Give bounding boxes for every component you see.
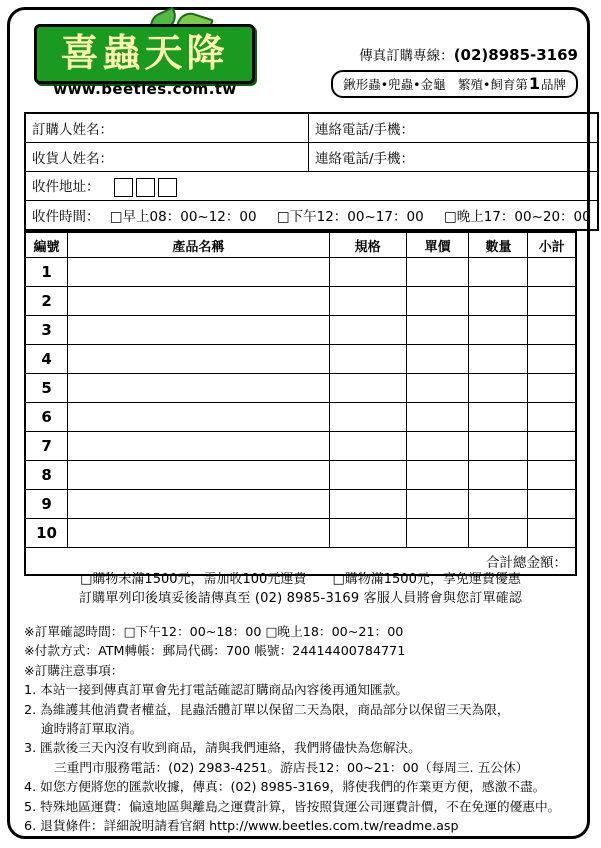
receiver-name-label: 收貨人姓名： (32, 151, 113, 167)
logo-url: www.beetles.com.tw (53, 80, 237, 98)
row-product-cell[interactable] (68, 461, 329, 490)
logo-title: 喜蟲天降 (34, 24, 255, 84)
table-row (25, 519, 576, 548)
table-row (25, 374, 576, 403)
row-number: 9 (25, 490, 68, 519)
table-row (25, 201, 598, 231)
row-subtotal-cell[interactable] (528, 490, 576, 519)
fax-order-line (359, 44, 578, 64)
row-spec-cell[interactable] (329, 403, 406, 432)
table-row (25, 172, 598, 201)
row-qty-cell[interactable] (469, 287, 528, 316)
column-header-price: 單價 (406, 232, 469, 258)
row-number: 4 (25, 345, 68, 374)
row-spec-cell[interactable] (329, 287, 406, 316)
row-number: 3 (25, 316, 68, 345)
receiver-phone-label: 連絡電話/手機： (315, 151, 415, 167)
note-confirm-time: ※訂單確認時間：□下午12：00~18：00 □晚上18：00~21：00 (24, 624, 404, 639)
note-item-3: 3. 匯款後三天內沒有收到商品，請與我們連絡，我們將儘快為您解決。 (24, 740, 421, 756)
shipping-option-under-1500[interactable]: □購物未滿1500元，需加收100元運費 (80, 572, 307, 587)
row-product-cell[interactable] (68, 258, 329, 287)
table-row (25, 345, 576, 374)
row-price-cell[interactable] (406, 461, 469, 490)
row-number: 10 (25, 519, 68, 548)
order-notes (24, 622, 580, 835)
column-header-qty: 數量 (469, 232, 528, 258)
delivery-time-label: 收件時間： (32, 209, 100, 225)
row-number: 2 (25, 287, 68, 316)
note-heading: ※訂購注意事項： (24, 662, 124, 678)
table-row (25, 287, 576, 316)
grand-total-label: 合計總金額： (25, 548, 576, 576)
row-spec-cell[interactable] (329, 519, 406, 548)
row-price-cell[interactable] (406, 287, 469, 316)
brand-slogan-left: 鍬形蟲•兜蟲•金龜 繁殖•飼育第 (343, 77, 528, 92)
row-qty-cell[interactable] (469, 403, 528, 432)
table-row (25, 143, 598, 172)
row-qty-cell[interactable] (469, 316, 528, 345)
note-item-2: 2. 為維護其他消費者權益，昆蟲活體訂單以保留二天為限，商品部分以保留三天為限， (24, 701, 510, 717)
buyer-name-cell[interactable] (25, 113, 309, 143)
table-row (25, 461, 576, 490)
row-price-cell[interactable] (406, 345, 469, 374)
header (18, 16, 578, 106)
row-product-cell[interactable] (68, 345, 329, 374)
table-row (25, 432, 576, 461)
column-header-subtotal: 小計 (528, 232, 576, 258)
fax-number: (02)8985-3169 (453, 46, 578, 64)
row-qty-cell[interactable] (469, 432, 528, 461)
postal-digit-box[interactable] (114, 178, 133, 197)
note-item-4: 4. 如您方便將您的匯款收據，傳真：(02) 8985-3169，將使我們的作業更方便，感激不盡。 (24, 779, 546, 795)
postal-digit-box[interactable] (136, 178, 155, 197)
row-subtotal-cell[interactable] (528, 345, 576, 374)
delivery-time-option-evening[interactable]: □晚上17：00~20：00 (443, 209, 591, 225)
row-spec-cell[interactable] (329, 374, 406, 403)
note-payment: ※付款方式：ATM轉帳：郵局代碼：700 帳號：24414400784771 (24, 643, 406, 659)
address-cell[interactable] (25, 172, 598, 201)
row-spec-cell[interactable] (329, 258, 406, 287)
postal-code-boxes[interactable] (114, 178, 180, 197)
row-spec-cell[interactable] (329, 432, 406, 461)
row-product-cell[interactable] (68, 403, 329, 432)
row-subtotal-cell[interactable] (528, 287, 576, 316)
row-spec-cell[interactable] (329, 316, 406, 345)
shipping-options-line (24, 570, 577, 589)
row-number: 6 (25, 403, 68, 432)
table-header-row (25, 232, 576, 258)
delivery-time-option-afternoon[interactable]: □下午12：00~17：00 (276, 209, 424, 225)
row-product-cell[interactable] (68, 374, 329, 403)
note-item-2-cont: 逾時將訂單取消。 (41, 721, 143, 737)
row-price-cell[interactable] (406, 403, 469, 432)
row-subtotal-cell[interactable] (528, 432, 576, 461)
row-product-cell[interactable] (68, 490, 329, 519)
brand-rank-number: 1 (528, 74, 540, 93)
receiver-name-cell[interactable] (25, 143, 309, 172)
row-qty-cell[interactable] (469, 374, 528, 403)
table-row (25, 316, 576, 345)
row-price-cell[interactable] (406, 519, 469, 548)
table-row (25, 490, 576, 519)
logo (28, 18, 258, 104)
row-price-cell[interactable] (406, 316, 469, 345)
buyer-phone-cell[interactable] (309, 113, 598, 143)
row-number: 8 (25, 461, 68, 490)
row-subtotal-cell[interactable] (528, 519, 576, 548)
row-number: 7 (25, 432, 68, 461)
shipping-note (24, 570, 577, 608)
row-product-cell[interactable] (68, 287, 329, 316)
buyer-phone-label: 連絡電話/手機： (315, 122, 415, 138)
delivery-time-option-morning[interactable]: □早上08：00~12：00 (109, 209, 257, 225)
row-price-cell[interactable] (406, 258, 469, 287)
row-spec-cell[interactable] (329, 461, 406, 490)
row-price-cell[interactable] (406, 432, 469, 461)
row-qty-cell[interactable] (469, 490, 528, 519)
row-subtotal-cell[interactable] (528, 461, 576, 490)
row-product-cell[interactable] (68, 432, 329, 461)
column-header-no: 編號 (25, 232, 68, 258)
postal-digit-box[interactable] (158, 178, 177, 197)
row-spec-cell[interactable] (329, 490, 406, 519)
shipping-option-over-1500[interactable]: □購物滿1500元，享免運費優惠 (332, 572, 521, 587)
fax-instruction-line: 訂購單列印後填妥後請傳真至 (02) 8985-3169 客服人員將會與您訂單確認 (78, 591, 523, 606)
buyer-name-label: 訂購人姓名： (32, 122, 113, 138)
address-label: 收件地址： (32, 179, 100, 196)
note-item-5: 5. 特殊地區運費：偏遠地區與離島之運費計算，皆按照貨運公司運費計價，不在免運的優惠中。 (24, 798, 561, 814)
row-number: 5 (25, 374, 68, 403)
receiver-phone-cell[interactable] (309, 143, 598, 172)
table-row (25, 113, 598, 143)
column-header-spec: 規格 (329, 232, 406, 258)
row-price-cell[interactable] (406, 374, 469, 403)
column-header-product: 產品名稱 (68, 232, 329, 258)
row-number: 1 (25, 258, 68, 287)
note-item-1: 1. 本站一接到傳真訂單會先打電話確認訂購商品內容後再通知匯款。 (24, 682, 409, 698)
row-subtotal-cell[interactable] (528, 316, 576, 345)
row-qty-cell[interactable] (469, 519, 528, 548)
row-qty-cell[interactable] (469, 258, 528, 287)
delivery-time-cell[interactable] (25, 201, 598, 231)
row-price-cell[interactable] (406, 490, 469, 519)
row-product-cell[interactable] (68, 316, 329, 345)
brand-slogan-badge (331, 70, 578, 98)
product-order-table (24, 231, 577, 576)
row-spec-cell[interactable] (329, 345, 406, 374)
table-row (25, 403, 576, 432)
row-product-cell[interactable] (68, 519, 329, 548)
fax-label: 傳真訂購專線： (359, 48, 454, 64)
note-item-3-cont: 三重門市服務電話：(02) 2983-4251。游店長12：00~21：00（每周三. 五公休） (54, 759, 529, 775)
table-row (25, 258, 576, 287)
note-item-6: 6. 退貨條件：詳細說明請看官網 http://www.beetles.com.tw/readme.asp (24, 818, 459, 834)
row-subtotal-cell[interactable] (528, 374, 576, 403)
brand-slogan-right: 品牌 (540, 77, 566, 92)
row-subtotal-cell[interactable] (528, 258, 576, 287)
customer-info-table (24, 112, 599, 231)
row-subtotal-cell[interactable] (528, 403, 576, 432)
row-qty-cell[interactable] (469, 345, 528, 374)
row-qty-cell[interactable] (469, 461, 528, 490)
